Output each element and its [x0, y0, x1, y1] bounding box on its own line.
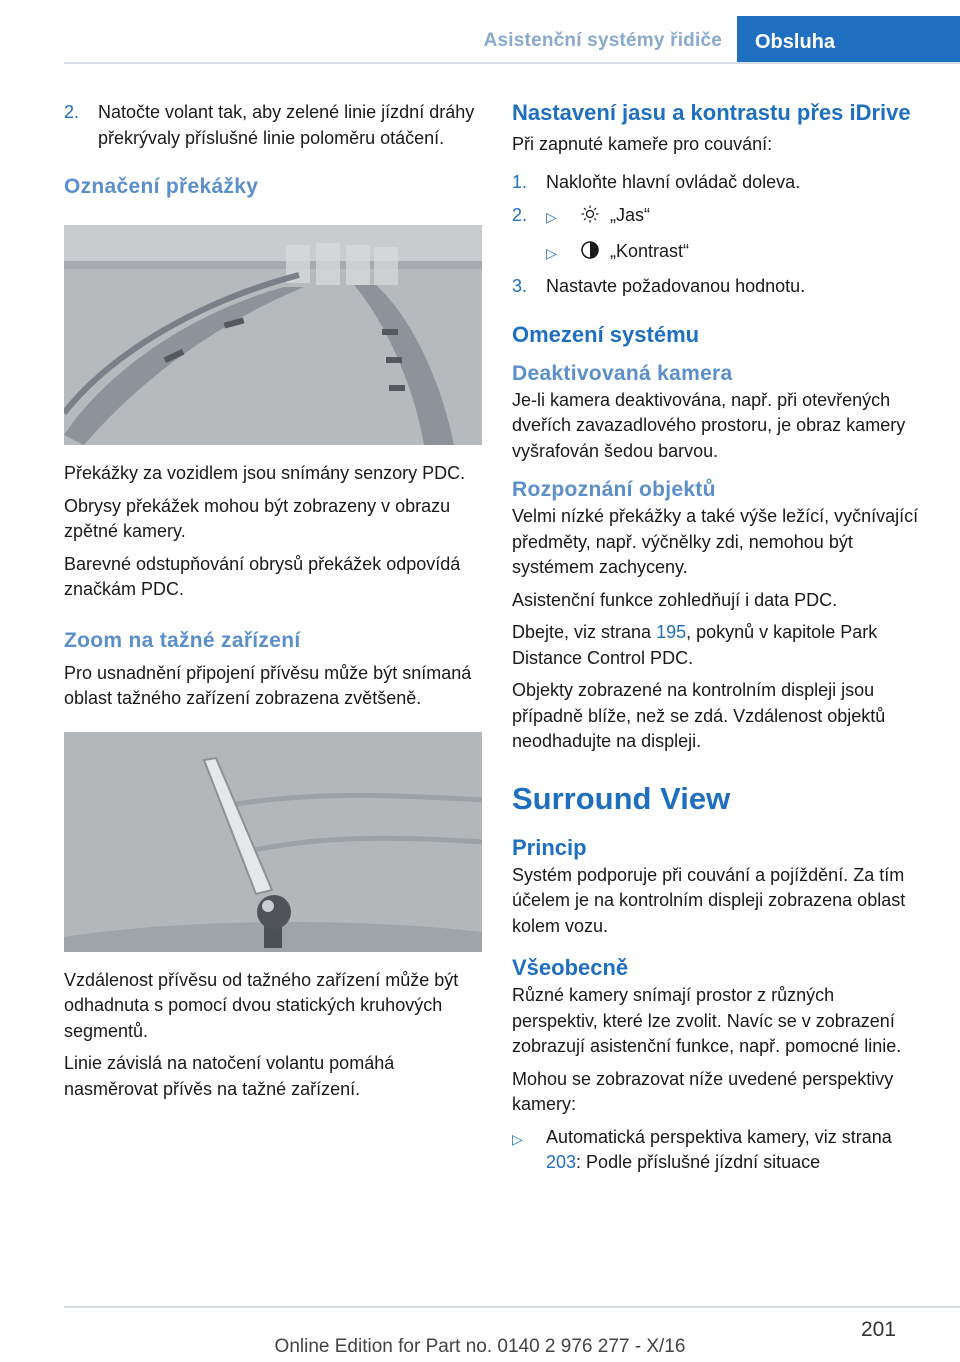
object-paragraph-1: Velmi nízké překážky a také výše ležící, vyčnívající předměty, např. výčnělky zdi, nemohou být systémem zachyceny.: [512, 506, 919, 577]
brightness-step-2-contrast: [512, 239, 922, 267]
obstacle-paragraph-1: Překážky za vozidlem jsou snímány senzory PDC.: [64, 463, 466, 483]
step-number: 3.: [512, 276, 528, 296]
brightness-label: „Jas“: [610, 205, 650, 225]
obstacle-camera-image: [64, 225, 482, 445]
sun-icon: [580, 203, 610, 231]
triangle-right-icon: ▷: [512, 1130, 523, 1147]
header-tab: Obsluha: [737, 16, 960, 64]
footer-rule: [64, 1306, 960, 1308]
zoom-paragraph-3: Linie závislá na natočení volantu pomáhá nasměrovat přívěs na tažné zařízení.: [64, 1053, 395, 1099]
right-column: [512, 100, 922, 1184]
contrast-icon: [580, 239, 610, 267]
page-link-203[interactable]: 203: [546, 1152, 577, 1172]
general-heading: Všeobecně: [512, 955, 629, 980]
page-number: 201: [860, 1318, 896, 1341]
step-text: Nakloňte hlavní ovládač doleva.: [546, 171, 801, 192]
obstacle-paragraph-3: Barevné odstupňování obrysů překážek odpovídá značkám PDC.: [64, 553, 461, 599]
zoom-heading: Zoom na tažné zařízení: [64, 628, 301, 652]
perspective-bullet-1: [512, 1125, 922, 1176]
object-paragraph-4: Objekty zobrazené na kontrolním displeji jsou případně blíže, než se zdá. Vzdálenost objektů neodhadujte na displeji.: [512, 680, 886, 751]
brightness-heading: Nastavení jasu a kontrastu přes iDrive: [512, 100, 911, 125]
step-text: Natočte volant tak, aby zelené linie jízdní dráhy překrývaly příslušné linie poloměru otáčení.: [98, 102, 475, 148]
bullet-text: [546, 1125, 922, 1176]
obstacle-paragraph-2: Obrysy překážek mohou být zobrazeny v obrazu zpětné kamery.: [64, 495, 451, 541]
hitch-zoom-image: [64, 732, 482, 952]
triangle-right-icon: ▷: [546, 209, 557, 225]
object-paragraph-3-text-a: Dbejte, viz strana: [512, 622, 657, 642]
general-paragraph-1: Různé kamery snímají prostor z různých perspektiv, které lze zvolit. Navíc se v zobrazení zobrazují asistenční funkce, např. pomocné linie.: [512, 985, 902, 1056]
page-link-195[interactable]: 195: [656, 622, 687, 642]
brightness-step-3: [512, 274, 922, 300]
edition-footer: Online Edition for Part no. 0140 2 976 277 - X/16: [274, 1336, 686, 1357]
general-paragraph-2: Mohou se zobrazovat níže uvedené perspektivy kamery:: [512, 1068, 894, 1114]
step-2: [64, 100, 482, 151]
camera-off-heading: Deaktivovaná kamera: [512, 361, 733, 385]
left-column: [64, 100, 482, 1109]
header-rule: [64, 62, 960, 64]
limits-heading: Omezení systému: [512, 321, 700, 347]
obstacle-heading: Označení překážky: [64, 175, 259, 198]
zoom-paragraph-1: Pro usnadnění připojení přívěsu může být snímaná oblast tažného zařízení zobrazena zvětšeně.: [64, 662, 472, 708]
triangle-right-icon: ▷: [546, 244, 557, 261]
object-paragraph-3-text-b: , pokynů v kapitole Park Distance Control PDC.: [512, 622, 878, 668]
zoom-paragraph-2: Vzdálenost přívěsu od tažného zařízení může být odhadnuta s pomocí dvou statických kruhových segmentů.: [64, 969, 459, 1041]
brightness-step-1: [512, 170, 922, 196]
brightness-step-2: [512, 203, 922, 231]
bullet-1-text-b: : Podle příslušné jízdní situace: [576, 1152, 821, 1172]
surround-view-heading: Surround View: [512, 780, 731, 816]
principle-heading: Princip: [512, 834, 587, 860]
principle-paragraph: Systém podporuje při couvání a pojíždění. Za tím účelem je na kontrolním displeji zobrazena oblast kolem vozu.: [512, 864, 906, 936]
step-number: 1.: [512, 171, 528, 192]
step-text: Nastavte požadovanou hodnotu.: [546, 276, 806, 296]
brightness-intro: Při zapnuté kameře pro couvání:: [512, 134, 773, 154]
object-paragraph-2: Asistenční funkce zohledňují i data PDC.: [512, 589, 838, 610]
header-section-title: Asistenční systémy řidiče: [483, 30, 722, 51]
object-paragraph-3: [512, 620, 922, 671]
step-number: 2.: [512, 205, 528, 225]
object-detection-heading: Rozpoznání objektů: [512, 478, 716, 501]
contrast-label: „Kontrast“: [610, 240, 690, 261]
step-number: 2.: [64, 102, 80, 122]
camera-off-paragraph: Je-li kamera deaktivována, např. při otevřených dveřích zavazadlového prostoru, je obraz kamery vyšrafován šedou barvou.: [512, 389, 906, 461]
bullet-1-text-a: Automatická perspektiva kamery, viz strana: [546, 1126, 892, 1147]
